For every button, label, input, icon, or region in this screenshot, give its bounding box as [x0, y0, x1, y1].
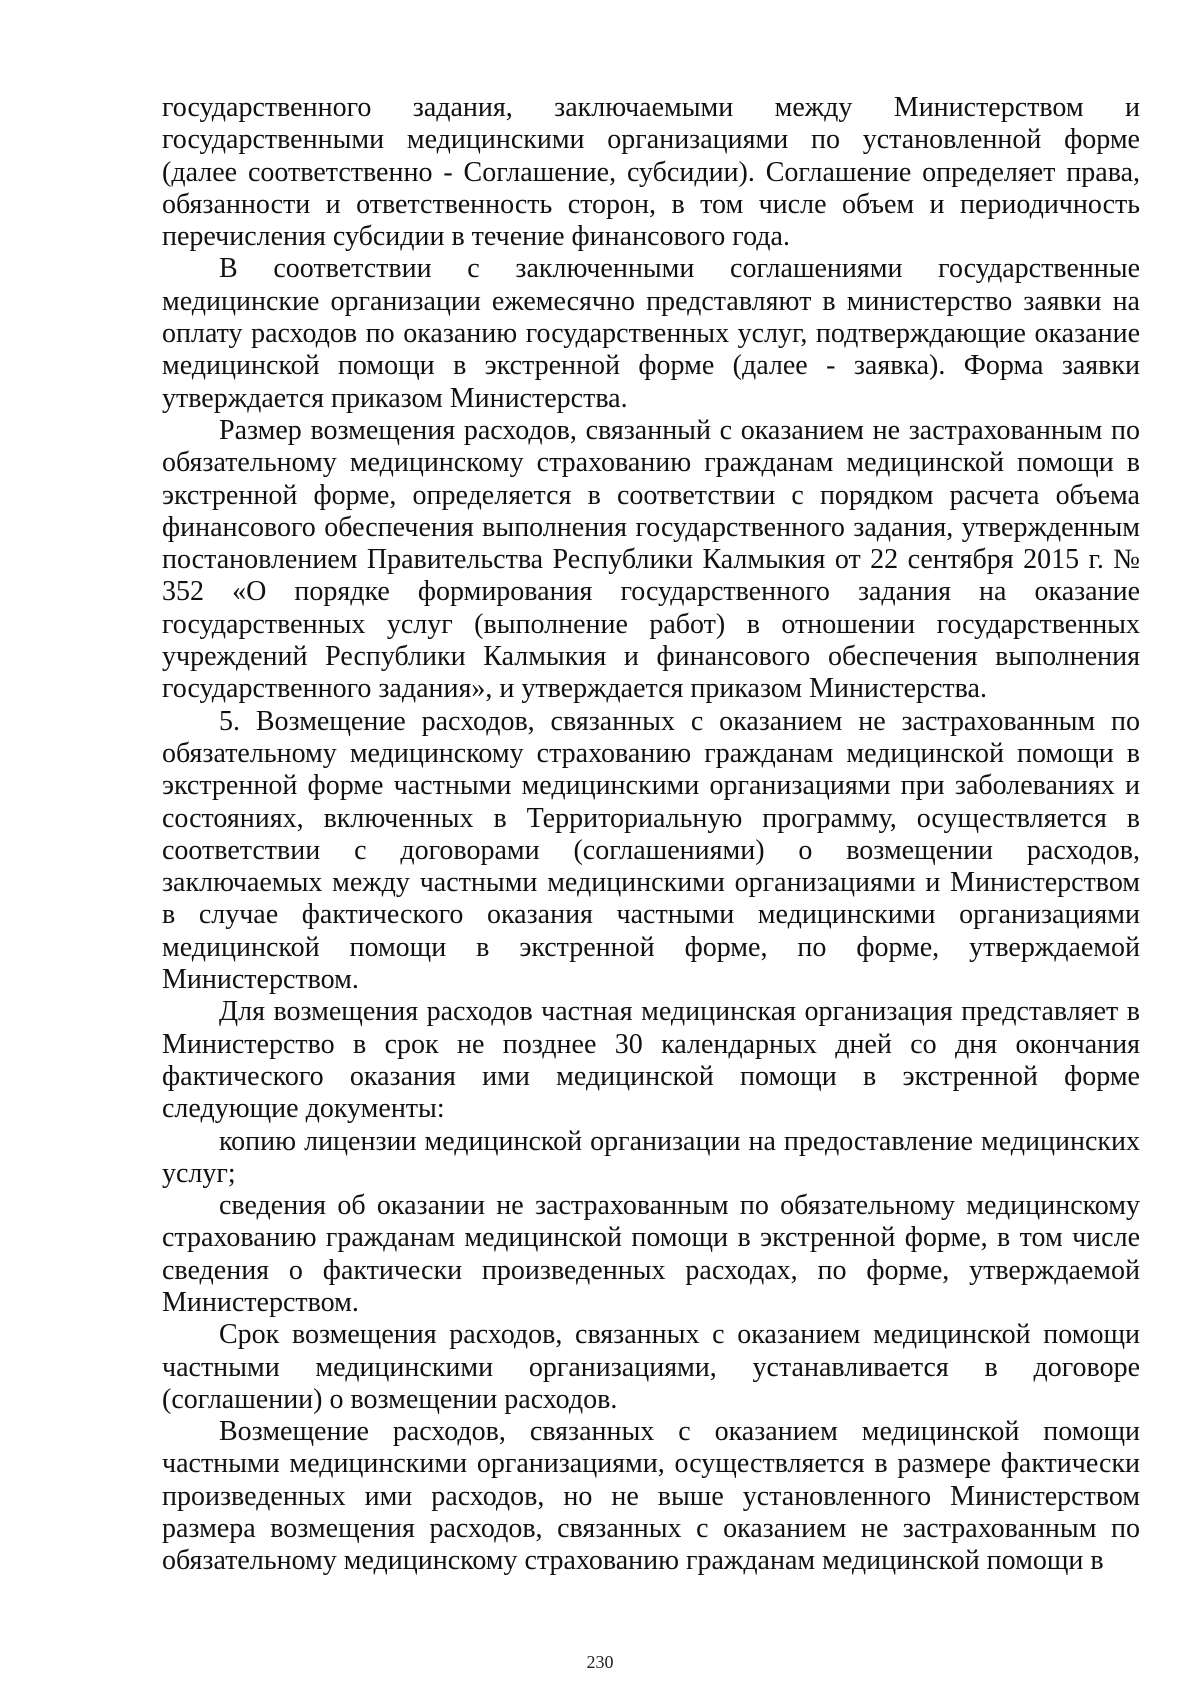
paragraph-reimbursement-term: Срок возмещения расходов, связанных с оказанием медицинской помощи частными медицинскими организациями, устанавливается в договоре (соглашении) о возмещении расходов. — [162, 1319, 1140, 1415]
paragraph-license-copy: копию лицензии медицинской организации на предоставление медицинских услуг; — [162, 1125, 1140, 1189]
paragraph-expense-info: сведения об оказании не застрахованным по обязательному медицинскому страхованию гражданам медицинской помощи в экстренной форме, в том числе сведения о фактически произведенных расходах, по форме, утверждаемой Министерством. — [162, 1190, 1140, 1318]
paragraph-applications: В соответствии с заключенными соглашениями государственные медицинские организации ежемесячно представляют в министерство заявки на оплату расходов по оказанию государственных услуг, подтверждающие оказание медицинской помощи в экстренной форме (далее - заявка). Форма заявки утверждается приказом Министерства. — [162, 253, 1140, 414]
paragraph-continuation: государственного задания, заключаемыми между Министерством и государственными медицинскими организациями по установленной форме (далее соответственно - Соглашение, субсидии). Соглашение определяет права, обязанности и ответственность сторон, в том числе объем и периодичность перечисления субсидии в течение финансового года. — [162, 92, 1140, 253]
paragraph-documents-intro: Для возмещения расходов частная медицинская организация представляет в Министерство в срок не позднее 30 календарных дней со дня окончания фактического оказания ими медицинской помощи в экстренной форме следующие документы: — [162, 996, 1140, 1125]
page-number: 230 — [586, 1652, 614, 1672]
document-body — [162, 92, 1140, 1578]
paragraph-reimbursement-amount: Возмещение расходов, связанных с оказанием медицинской помощи частными медицинскими организациями, осуществляется в размере фактически произведенных ими расходов, но не выше установленного Министерством размера возмещения расходов, связанных с оказанием не застрахованным по обязательному медицинскому страхованию гражданам медицинской помощи в — [162, 1416, 1140, 1577]
paragraph-reimbursement-size: Размер возмещения расходов, связанный с оказанием не застрахованным по обязательному медицинскому страхованию гражданам медицинской помощи в экстренной форме, определяется в соответствии с порядком расчета объема финансового обеспечения выполнения государственного задания, утвержденным постановлением Правительства Республики Калмыкия от 22 сентября 2015 г. № 352 «О порядке формирования государственного задания на оказание государственных услуг (выполнение работ) в отношении государственных учреждений Республики Калмыкия и финансового обеспечения выполнения государственного задания», и утверждается приказом Министерства. — [162, 414, 1140, 705]
paragraph-item-5: 5. Возмещение расходов, связанных с оказанием не застрахованным по обязательному медицинскому страхованию гражданам медицинской помощи в экстренной форме частными медицинскими организациями при заболеваниях и состояниях, включенных в Территориальную программу, осуществляется в соответствии с договорами (соглашениями) о возмещении расходов, заключаемых между частными медицинскими организациями и Министерством в случае фактического оказания частными медицинскими организациями медицинской помощи в экстренной форме, по форме, утверждаемой Министерством. — [162, 705, 1140, 996]
